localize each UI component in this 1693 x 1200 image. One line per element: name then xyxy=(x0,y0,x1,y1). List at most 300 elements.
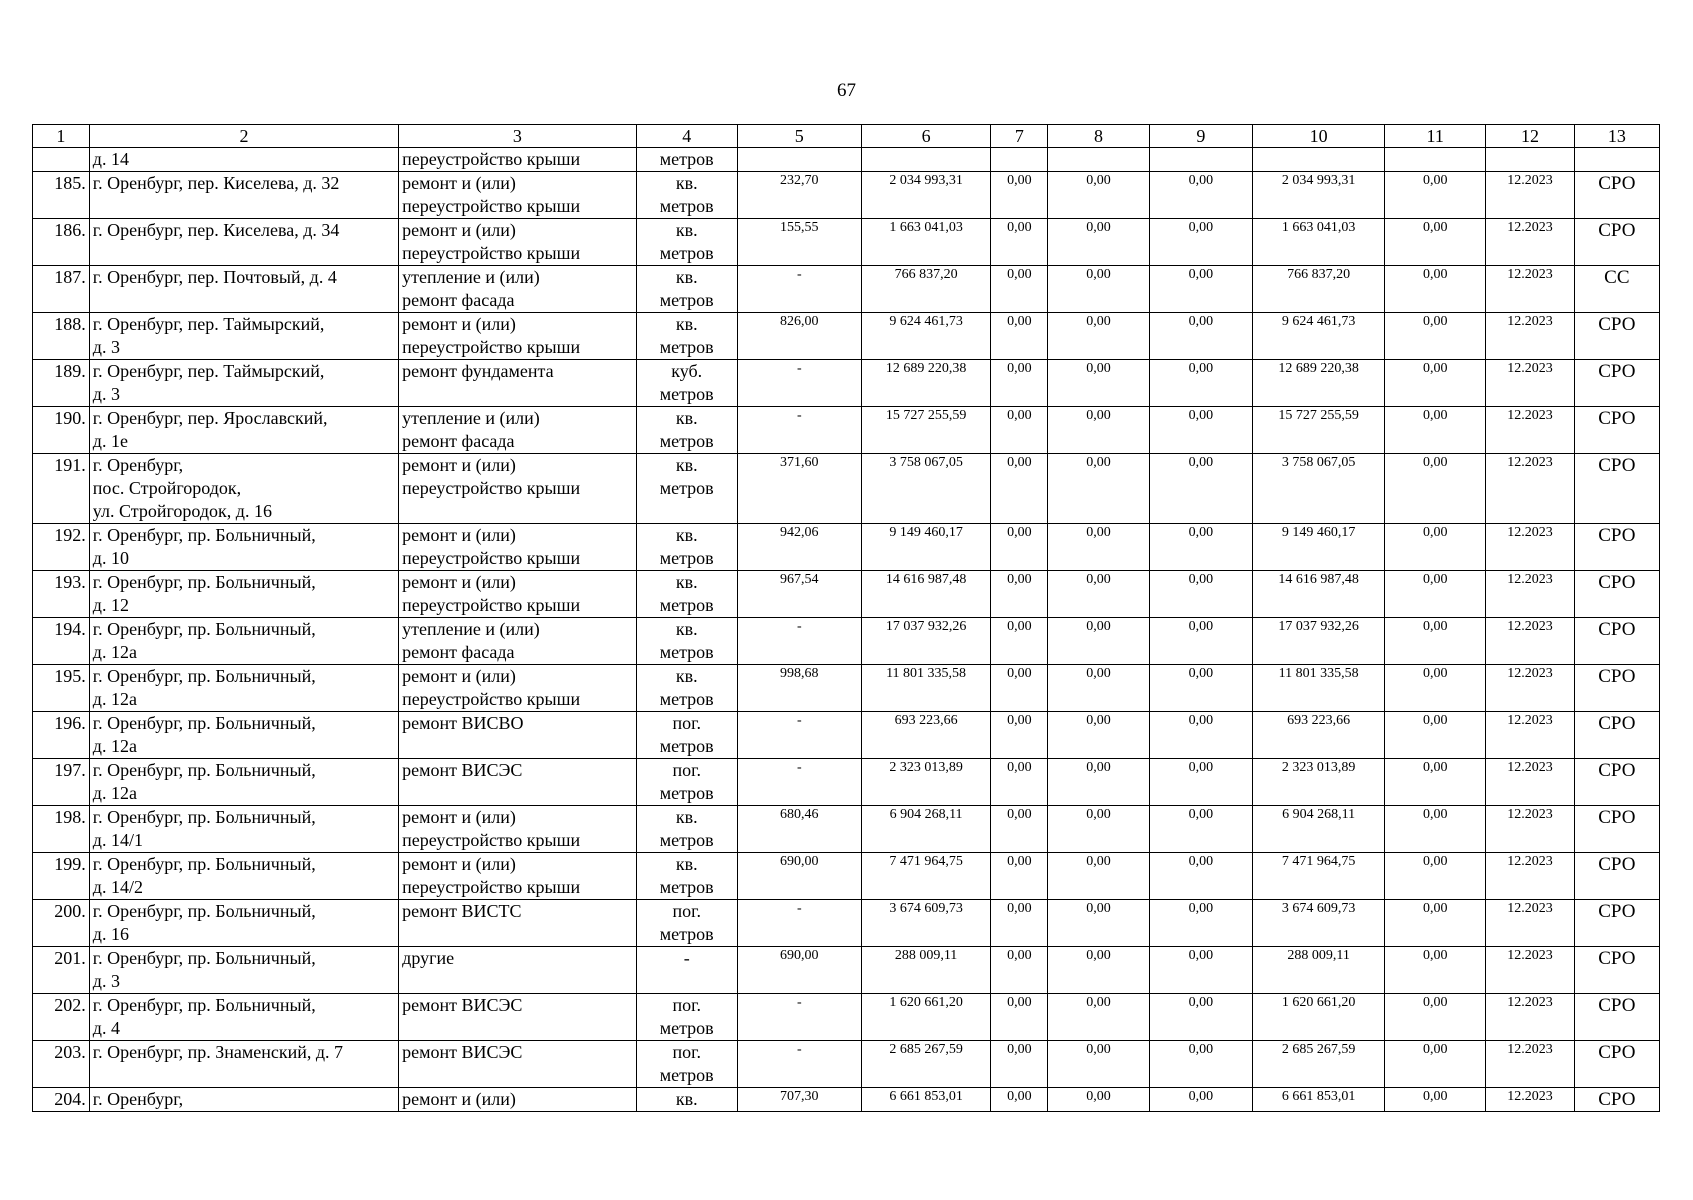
deadline-cell-text: 12.2023 xyxy=(1507,1089,1553,1104)
deadline-cell xyxy=(1486,806,1574,853)
work-type-cell-text: ремонт и (или) переустройство крыши xyxy=(402,854,581,897)
total-cost-cell-text: 693 223,66 xyxy=(894,713,958,728)
total-cost-cell-text: 15 727 255,59 xyxy=(885,408,967,423)
deadline-cell-text: 12.2023 xyxy=(1507,760,1553,775)
col7-cell-text: 0,00 xyxy=(1007,1042,1032,1057)
method-code-cell-text: СРО xyxy=(1598,408,1636,429)
col10-cell-text: 2 323 013,89 xyxy=(1281,760,1356,775)
col9-cell xyxy=(1149,947,1252,994)
area-cell-text: - xyxy=(796,901,802,916)
col9-cell-text: 0,00 xyxy=(1188,901,1214,916)
total-cost-cell xyxy=(861,148,991,172)
col8-cell xyxy=(1048,219,1149,266)
row-number-text: 186. xyxy=(54,220,86,240)
table-row xyxy=(33,172,1660,219)
col11-cell xyxy=(1385,571,1486,618)
deadline-cell xyxy=(1486,313,1574,360)
col9-cell xyxy=(1149,853,1252,900)
row-number xyxy=(33,148,90,172)
row-number xyxy=(33,853,90,900)
method-code-cell-text: СРО xyxy=(1598,455,1636,476)
method-code-cell xyxy=(1574,994,1659,1041)
unit-cell xyxy=(636,947,737,994)
column-header-12: 12 xyxy=(1486,125,1574,148)
address-cell-text: г. Оренбург, пр. Больничный, д. 12а xyxy=(92,666,316,709)
row-number-text: 192. xyxy=(54,525,86,545)
area-cell xyxy=(737,618,861,665)
address-cell-text: г. Оренбург, пер. Киселева, д. 34 xyxy=(92,220,340,240)
method-code-cell xyxy=(1574,524,1659,571)
table-body xyxy=(33,148,1660,1112)
col11-cell-text: 0,00 xyxy=(1422,948,1448,963)
address-cell xyxy=(89,853,398,900)
method-code-cell-text: СРО xyxy=(1598,525,1636,546)
col7-cell-text: 0,00 xyxy=(1007,1089,1032,1104)
col8-cell-text: 0,00 xyxy=(1086,267,1111,282)
col7-cell xyxy=(991,947,1048,994)
method-code-cell-text: СРО xyxy=(1598,173,1636,194)
work-type-cell-text: ремонт ВИСВО xyxy=(402,713,524,733)
work-type-cell xyxy=(399,571,636,618)
col8-cell xyxy=(1048,900,1149,947)
col7-cell xyxy=(991,571,1048,618)
work-type-cell xyxy=(399,759,636,806)
col8-cell-text: 0,00 xyxy=(1086,807,1111,822)
col10-cell xyxy=(1253,360,1385,407)
col9-cell-text: 0,00 xyxy=(1188,1089,1214,1104)
col10-cell xyxy=(1253,524,1385,571)
col8-cell xyxy=(1048,360,1149,407)
work-type-cell xyxy=(399,806,636,853)
method-code-cell xyxy=(1574,407,1659,454)
unit-cell xyxy=(636,360,737,407)
col10-cell xyxy=(1253,407,1385,454)
address-cell xyxy=(89,1088,398,1112)
table-row xyxy=(33,571,1660,618)
unit-cell-text: куб. метров xyxy=(659,361,714,404)
col7-cell-text: 0,00 xyxy=(1007,173,1032,188)
col10-cell xyxy=(1253,172,1385,219)
unit-cell xyxy=(636,618,737,665)
col7-cell-text: 0,00 xyxy=(1007,408,1032,423)
col9-cell-text: 0,00 xyxy=(1188,948,1214,963)
work-type-cell-text: ремонт и (или) переустройство крыши xyxy=(402,314,581,357)
col7-cell xyxy=(991,172,1048,219)
deadline-cell-text: 12.2023 xyxy=(1507,666,1553,681)
method-code-cell-text: СРО xyxy=(1598,1089,1636,1110)
col7-cell xyxy=(991,900,1048,947)
total-cost-cell xyxy=(861,360,991,407)
unit-cell xyxy=(636,524,737,571)
total-cost-cell xyxy=(861,618,991,665)
column-header-11: 11 xyxy=(1385,125,1486,148)
col7-cell xyxy=(991,219,1048,266)
work-type-cell xyxy=(399,618,636,665)
work-type-cell-text: ремонт ВИСЭС xyxy=(402,995,523,1015)
work-type-cell-text: ремонт ВИСЭС xyxy=(402,760,523,780)
col7-cell-text: 0,00 xyxy=(1007,361,1032,376)
deadline-cell xyxy=(1486,524,1574,571)
col8-cell-text: 0,00 xyxy=(1086,314,1111,329)
area-cell xyxy=(737,665,861,712)
deadline-cell xyxy=(1486,665,1574,712)
total-cost-cell xyxy=(861,1088,991,1112)
total-cost-cell xyxy=(861,454,991,524)
col10-cell-text: 3 674 609,73 xyxy=(1281,901,1356,916)
deadline-cell xyxy=(1486,407,1574,454)
unit-cell-text: кв. метров xyxy=(659,314,714,357)
deadline-cell xyxy=(1486,947,1574,994)
table-row xyxy=(33,665,1660,712)
row-number xyxy=(33,712,90,759)
work-type-cell xyxy=(399,712,636,759)
total-cost-cell xyxy=(861,266,991,313)
unit-cell-text: пог. метров xyxy=(659,713,714,756)
address-cell xyxy=(89,571,398,618)
address-cell-text: г. Оренбург, пер. Таймырский, д. 3 xyxy=(92,314,325,357)
method-code-cell-text: СРО xyxy=(1598,361,1636,382)
col7-cell xyxy=(991,665,1048,712)
deadline-cell-text: 12.2023 xyxy=(1507,948,1553,963)
area-cell xyxy=(737,1041,861,1088)
total-cost-cell xyxy=(861,900,991,947)
col7-cell-text: 0,00 xyxy=(1007,666,1032,681)
row-number-text: 204. xyxy=(54,1089,86,1109)
method-code-cell-text: СРО xyxy=(1598,314,1636,335)
method-code-cell-text: СРО xyxy=(1598,807,1636,828)
col8-cell xyxy=(1048,454,1149,524)
table-row xyxy=(33,407,1660,454)
col10-cell xyxy=(1253,148,1385,172)
total-cost-cell xyxy=(861,172,991,219)
col7-cell-text: 0,00 xyxy=(1007,854,1032,869)
area-cell-text: 155,55 xyxy=(780,220,819,235)
col11-cell xyxy=(1385,994,1486,1041)
col7-cell xyxy=(991,148,1048,172)
col11-cell-text: 0,00 xyxy=(1422,267,1448,282)
deadline-cell-text: 12.2023 xyxy=(1507,220,1553,235)
col9-cell-text: 0,00 xyxy=(1188,760,1214,775)
col9-cell xyxy=(1149,454,1252,524)
method-code-cell-text: СРО xyxy=(1598,901,1636,922)
col10-cell xyxy=(1253,947,1385,994)
deadline-cell-text: 12.2023 xyxy=(1507,314,1553,329)
method-code-cell-text: СРО xyxy=(1598,666,1636,687)
method-code-cell xyxy=(1574,1088,1659,1112)
unit-cell xyxy=(636,219,737,266)
total-cost-cell-text: 14 616 987,48 xyxy=(885,572,967,587)
col11-cell xyxy=(1385,853,1486,900)
unit-cell xyxy=(636,407,737,454)
total-cost-cell-text: 12 689 220,38 xyxy=(885,361,967,376)
col8-cell xyxy=(1048,524,1149,571)
col7-cell xyxy=(991,407,1048,454)
col10-cell xyxy=(1253,219,1385,266)
col8-cell-text: 0,00 xyxy=(1086,713,1111,728)
address-cell xyxy=(89,148,398,172)
row-number xyxy=(33,806,90,853)
deadline-cell-text: 12.2023 xyxy=(1507,455,1553,470)
col11-cell-text: 0,00 xyxy=(1422,760,1448,775)
unit-cell-text: пог. метров xyxy=(659,760,714,803)
address-cell xyxy=(89,266,398,313)
total-cost-cell-text: 7 471 964,75 xyxy=(889,854,963,869)
unit-cell-text: кв. метров xyxy=(659,572,714,615)
col11-cell xyxy=(1385,900,1486,947)
col8-cell-text: 0,00 xyxy=(1086,220,1111,235)
col10-cell-text: 3 758 067,05 xyxy=(1281,455,1356,470)
address-cell-text: г. Оренбург, пр. Больничный, д. 14/1 xyxy=(92,807,316,850)
deadline-cell-text: 12.2023 xyxy=(1507,995,1553,1010)
method-code-cell xyxy=(1574,219,1659,266)
row-number-text: 202. xyxy=(54,995,86,1015)
col9-cell-text: 0,00 xyxy=(1188,854,1214,869)
col7-cell xyxy=(991,1088,1048,1112)
row-number xyxy=(33,266,90,313)
method-code-cell xyxy=(1574,853,1659,900)
method-code-cell xyxy=(1574,1041,1659,1088)
col7-cell-text: 0,00 xyxy=(1007,713,1032,728)
col8-cell-text: 0,00 xyxy=(1086,173,1111,188)
col10-cell-text: 15 727 255,59 xyxy=(1278,408,1359,423)
area-cell-text: 371,60 xyxy=(780,455,819,470)
total-cost-cell xyxy=(861,219,991,266)
address-cell xyxy=(89,665,398,712)
work-type-cell xyxy=(399,1088,636,1112)
deadline-cell xyxy=(1486,148,1574,172)
col11-cell xyxy=(1385,407,1486,454)
col9-cell-text: 0,00 xyxy=(1188,455,1214,470)
address-cell xyxy=(89,712,398,759)
work-type-cell xyxy=(399,853,636,900)
col10-cell xyxy=(1253,266,1385,313)
unit-cell-text: кв. метров xyxy=(659,408,714,451)
table-row xyxy=(33,1088,1660,1112)
col7-cell-text: 0,00 xyxy=(1007,619,1032,634)
deadline-cell xyxy=(1486,618,1574,665)
total-cost-cell-text: 6 661 853,01 xyxy=(889,1089,963,1104)
column-number-header xyxy=(33,125,1660,148)
method-code-cell xyxy=(1574,360,1659,407)
unit-cell-text: кв. метров xyxy=(659,666,714,709)
col7-cell xyxy=(991,454,1048,524)
deadline-cell xyxy=(1486,712,1574,759)
address-cell xyxy=(89,1041,398,1088)
area-cell xyxy=(737,947,861,994)
col9-cell xyxy=(1149,1041,1252,1088)
col11-cell xyxy=(1385,665,1486,712)
row-number-text: 196. xyxy=(54,713,86,733)
method-code-cell xyxy=(1574,172,1659,219)
area-cell-text: - xyxy=(796,713,802,728)
col11-cell-text: 0,00 xyxy=(1422,220,1448,235)
col10-cell xyxy=(1253,900,1385,947)
col10-cell-text: 11 801 335,58 xyxy=(1278,666,1359,681)
col7-cell xyxy=(991,618,1048,665)
col8-cell-text: 0,00 xyxy=(1086,901,1111,916)
row-number-text: 193. xyxy=(54,572,86,592)
col7-cell xyxy=(991,712,1048,759)
row-number-text: 190. xyxy=(54,408,86,428)
method-code-cell-text: СРО xyxy=(1598,854,1636,875)
area-cell xyxy=(737,571,861,618)
address-cell xyxy=(89,313,398,360)
col9-cell xyxy=(1149,219,1252,266)
column-header-5: 5 xyxy=(737,125,861,148)
column-header-2: 2 xyxy=(89,125,398,148)
deadline-cell xyxy=(1486,360,1574,407)
col9-cell xyxy=(1149,360,1252,407)
row-number xyxy=(33,994,90,1041)
area-cell xyxy=(737,900,861,947)
col8-cell xyxy=(1048,712,1149,759)
area-cell xyxy=(737,853,861,900)
work-type-cell xyxy=(399,313,636,360)
deadline-cell-text: 12.2023 xyxy=(1507,572,1553,587)
row-number-text: 201. xyxy=(54,948,86,968)
work-type-cell-text: ремонт и (или) переустройство крыши xyxy=(402,455,581,498)
col7-cell-text: 0,00 xyxy=(1007,807,1032,822)
unit-cell-text: пог. метров xyxy=(659,995,714,1038)
col9-cell xyxy=(1149,994,1252,1041)
col10-cell-text: 9 624 461,73 xyxy=(1281,314,1356,329)
area-cell xyxy=(737,806,861,853)
col8-cell-text: 0,00 xyxy=(1086,525,1111,540)
row-number xyxy=(33,407,90,454)
col9-cell xyxy=(1149,148,1252,172)
area-cell xyxy=(737,712,861,759)
column-header-9: 9 xyxy=(1149,125,1252,148)
deadline-cell-text: 12.2023 xyxy=(1507,901,1553,916)
area-cell xyxy=(737,1088,861,1112)
row-number-text: 200. xyxy=(54,901,86,921)
row-number-text: 191. xyxy=(54,455,86,475)
col9-cell xyxy=(1149,759,1252,806)
unit-cell-text: кв. метров xyxy=(659,807,714,850)
row-number xyxy=(33,524,90,571)
address-cell-text: г. Оренбург, пер. Таймырский, д. 3 xyxy=(92,361,325,404)
table-row xyxy=(33,266,1660,313)
area-cell xyxy=(737,172,861,219)
col10-cell xyxy=(1253,994,1385,1041)
deadline-cell xyxy=(1486,900,1574,947)
deadline-cell-text: 12.2023 xyxy=(1507,267,1553,282)
total-cost-cell xyxy=(861,571,991,618)
col11-cell xyxy=(1385,1088,1486,1112)
area-cell-text: 998,68 xyxy=(780,666,819,681)
col11-cell-text: 0,00 xyxy=(1422,807,1448,822)
area-cell-text: - xyxy=(796,760,802,775)
table-row xyxy=(33,994,1660,1041)
unit-cell xyxy=(636,1041,737,1088)
col7-cell xyxy=(991,266,1048,313)
col11-cell xyxy=(1385,266,1486,313)
row-number xyxy=(33,900,90,947)
col11-cell-text: 0,00 xyxy=(1422,619,1448,634)
table-row xyxy=(33,524,1660,571)
col10-cell-text: 766 837,20 xyxy=(1287,267,1351,282)
total-cost-cell-text: 6 904 268,11 xyxy=(889,807,963,822)
col10-cell-text: 7 471 964,75 xyxy=(1281,854,1356,869)
column-header-3: 3 xyxy=(399,125,636,148)
col9-cell-text: 0,00 xyxy=(1188,408,1214,423)
col10-cell-text: 2 034 993,31 xyxy=(1281,173,1356,188)
address-cell xyxy=(89,172,398,219)
row-number-text: 197. xyxy=(54,760,86,780)
row-number-text: 198. xyxy=(54,807,86,827)
method-code-cell-text: СРО xyxy=(1598,220,1636,241)
total-cost-cell-text: 2 034 993,31 xyxy=(889,173,963,188)
address-cell-text: г. Оренбург, пос. Стройгородок, ул. Стройгородок, д. 16 xyxy=(92,455,272,521)
col10-cell-text: 288 009,11 xyxy=(1287,948,1350,963)
col10-cell-text: 12 689 220,38 xyxy=(1278,361,1359,376)
work-type-cell-text: ремонт фундамента xyxy=(402,361,554,381)
col7-cell-text: 0,00 xyxy=(1007,948,1032,963)
col11-cell xyxy=(1385,360,1486,407)
col10-cell-text: 2 685 267,59 xyxy=(1281,1042,1356,1057)
address-cell-text: г. Оренбург, пр. Больничный, д. 12 xyxy=(92,572,316,615)
work-type-cell-text: ремонт и (или) xyxy=(402,1089,516,1109)
row-number-text: 195. xyxy=(54,666,86,686)
col7-cell xyxy=(991,360,1048,407)
address-cell-text: г. Оренбург, пр. Больничный, д. 12а xyxy=(92,713,316,756)
method-code-cell xyxy=(1574,712,1659,759)
method-code-cell-text: СРО xyxy=(1598,995,1636,1016)
address-cell xyxy=(89,524,398,571)
col7-cell-text: 0,00 xyxy=(1007,901,1032,916)
work-type-cell xyxy=(399,994,636,1041)
col9-cell-text: 0,00 xyxy=(1188,619,1214,634)
row-number xyxy=(33,947,90,994)
col8-cell-text: 0,00 xyxy=(1086,1042,1111,1057)
work-type-cell-text: другие xyxy=(402,948,455,968)
col7-cell xyxy=(991,853,1048,900)
total-cost-cell-text: 11 801 335,58 xyxy=(886,666,967,681)
deadline-cell xyxy=(1486,266,1574,313)
area-cell-text: - xyxy=(796,408,802,423)
work-type-cell-text: утепление и (или) ремонт фасада xyxy=(402,267,540,310)
row-number-text: 194. xyxy=(54,619,86,639)
col8-cell xyxy=(1048,148,1149,172)
table-row xyxy=(33,360,1660,407)
table-row xyxy=(33,148,1660,172)
col11-cell xyxy=(1385,148,1486,172)
col8-cell xyxy=(1048,407,1149,454)
area-cell-text: - xyxy=(796,619,802,634)
col8-cell xyxy=(1048,1041,1149,1088)
col9-cell xyxy=(1149,806,1252,853)
col11-cell-text: 0,00 xyxy=(1422,408,1448,423)
work-type-cell-text: утепление и (или) ремонт фасада xyxy=(402,619,540,662)
deadline-cell xyxy=(1486,1041,1574,1088)
col10-cell-text: 693 223,66 xyxy=(1287,713,1351,728)
unit-cell xyxy=(636,994,737,1041)
col11-cell xyxy=(1385,759,1486,806)
col9-cell xyxy=(1149,665,1252,712)
col10-cell xyxy=(1253,1088,1385,1112)
area-cell xyxy=(737,759,861,806)
work-type-cell xyxy=(399,900,636,947)
col8-cell xyxy=(1048,806,1149,853)
row-number xyxy=(33,172,90,219)
method-code-cell-text: СРО xyxy=(1598,760,1636,781)
row-number-text: 189. xyxy=(54,361,86,381)
deadline-cell-text: 12.2023 xyxy=(1507,1042,1553,1057)
col11-cell-text: 0,00 xyxy=(1422,901,1448,916)
unit-cell xyxy=(636,266,737,313)
capital-repair-table xyxy=(32,124,1660,1112)
deadline-cell xyxy=(1486,853,1574,900)
